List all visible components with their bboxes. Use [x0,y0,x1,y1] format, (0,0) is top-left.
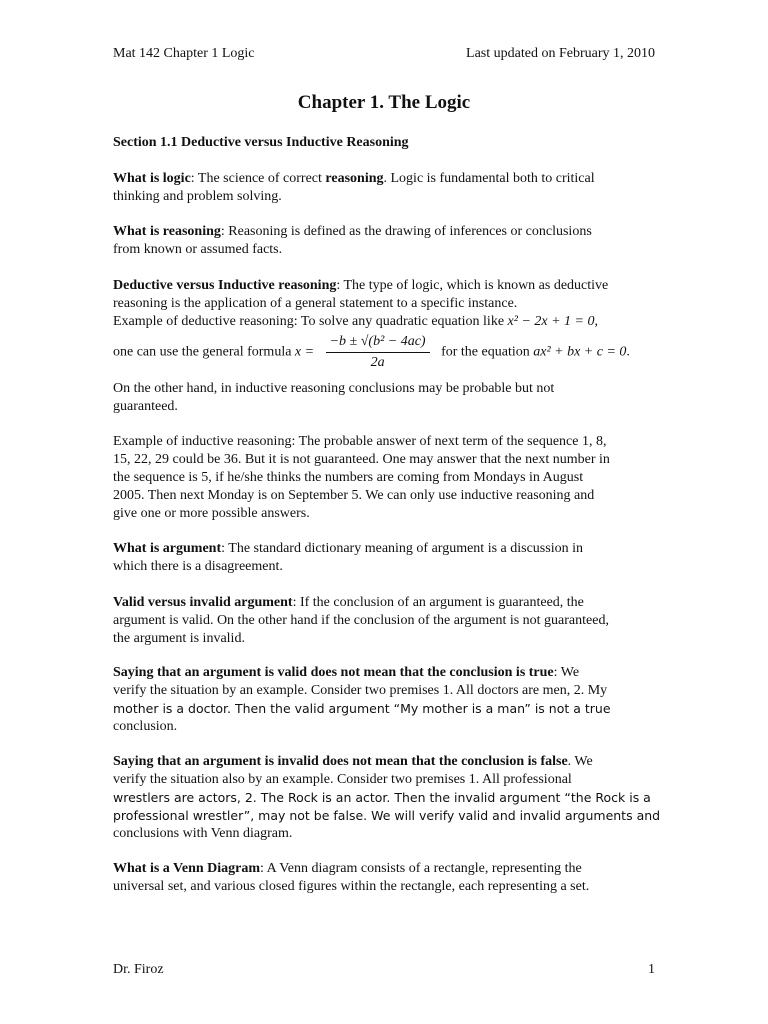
paragraph-valid-invalid [113,594,658,648]
paragraph-invalid-false [113,753,661,843]
line: the argument is invalid. [113,631,245,646]
text: : The standard dictionary meaning of argument is a discussion in [221,541,583,556]
line [113,594,658,612]
line: wrestlers are actors, 2. The Rock is an actor. Then the invalid argument “the Rock is a [113,790,651,805]
line: On the other hand, in inductive reasoning conclusions may be probable but not [113,381,555,396]
formula-numerator: −b ± √(b² − 4ac) [326,334,430,353]
text: one can use the general formula [113,344,295,360]
text: . [626,344,630,360]
quadratic-example: x² − 2x + 1 = 0 [507,314,595,329]
line [113,170,658,188]
quadratic-formula [326,334,430,371]
section-heading: Section 1.1 Deductive versus Inductive Reasoning [113,135,409,150]
line [113,664,658,682]
line: mother is a doctor. Then the valid argument “My mother is a man” is not a true [113,701,611,716]
line: the sequence is 5, if he/she thinks the numbers are coming from Mondays in August [113,470,584,485]
formula-lhs: x = [294,344,315,360]
line: give one or more possible answers. [113,506,310,521]
chapter-title: Chapter 1. The Logic [297,92,471,113]
text: Example of deductive reasoning: To solve any quadratic equation like [113,314,508,329]
general-quadratic: ax² + bx + c = 0 [533,344,627,360]
line [113,277,658,295]
line: Example of inductive reasoning: The probable answer of next term of the sequence 1, 8, [113,434,607,449]
line [113,313,658,331]
text: . Logic is fundamental both to critical [383,171,595,186]
header-updated: Last updated on February 1, 2010 [466,46,655,61]
term-valid-true: Saying that an argument is valid does not mean that the conclusion is true [113,665,554,680]
line [113,860,658,878]
line: guaranteed. [113,399,178,414]
line: 2005. Then next Monday is on September 5. We can only use inductive reasoning and [113,488,595,503]
line: conclusion. [113,719,178,734]
line: thinking and problem solving. [113,189,282,204]
line: conclusions with Venn diagram. [113,826,293,841]
term-reasoning-inline: reasoning [325,171,384,186]
page-number: 1 [648,962,655,977]
header-course: Mat 142 Chapter 1 Logic [113,46,255,61]
line [113,223,658,241]
term-argument: What is argument [113,541,222,556]
text: : We [553,665,580,680]
text: for the equation [441,344,534,360]
term-venn: What is a Venn Diagram [113,861,261,876]
line: which there is a disagreement. [113,559,283,574]
term-logic: What is logic [113,171,191,186]
line: verify the situation also by an example. Consider two premises 1. All professional [113,772,572,787]
line: reasoning is the application of a general statement to a specific instance. [113,296,518,311]
paragraph-deductive [113,277,658,331]
text: : A Venn diagram consists of a rectangle, representing the [260,861,582,876]
line: universal set, and various closed figures within the rectangle, each representing a set. [113,879,590,894]
paragraph-valid-true [113,664,658,736]
paragraph-venn [113,860,658,896]
text: : If the conclusion of an argument is guaranteed, the [292,595,584,610]
line: professional wrestler”, may not be false. We will verify valid and invalid arguments and [113,808,661,823]
term-valid-invalid: Valid versus invalid argument [113,595,293,610]
text: , [594,314,598,329]
line: from known or assumed facts. [113,242,283,257]
paragraph-logic [113,170,658,206]
paragraph-inductive-example [113,433,658,523]
term-invalid-false: Saying that an argument is invalid does not mean that the conclusion is false [113,754,568,769]
term-reasoning: What is reasoning [113,224,221,239]
text: : Reasoning is defined as the drawing of inferences or conclusions [220,224,592,239]
text: : The science of correct [190,171,326,186]
paragraph-argument [113,540,658,576]
line: argument is valid. On the other hand if the conclusion of the argument is not guaranteed, [113,613,609,628]
paragraph-reasoning [113,223,658,259]
line [113,540,658,558]
line: 15, 22, 29 could be 36. But it is not guaranteed. One may answer that the next number in [113,452,610,467]
term-deductive: Deductive versus Inductive reasoning [113,278,337,293]
formula-denominator: 2a [370,355,385,370]
text: : The type of logic, which is known as deductive [336,278,609,293]
line [113,753,658,771]
formula-line [113,334,630,371]
line: verify the situation by an example. Consider two premises 1. All doctors are men, 2. My [113,683,608,698]
paragraph-inductive-intro [113,380,658,416]
footer-author: Dr. Firoz [113,962,164,977]
text: . We [567,754,593,769]
